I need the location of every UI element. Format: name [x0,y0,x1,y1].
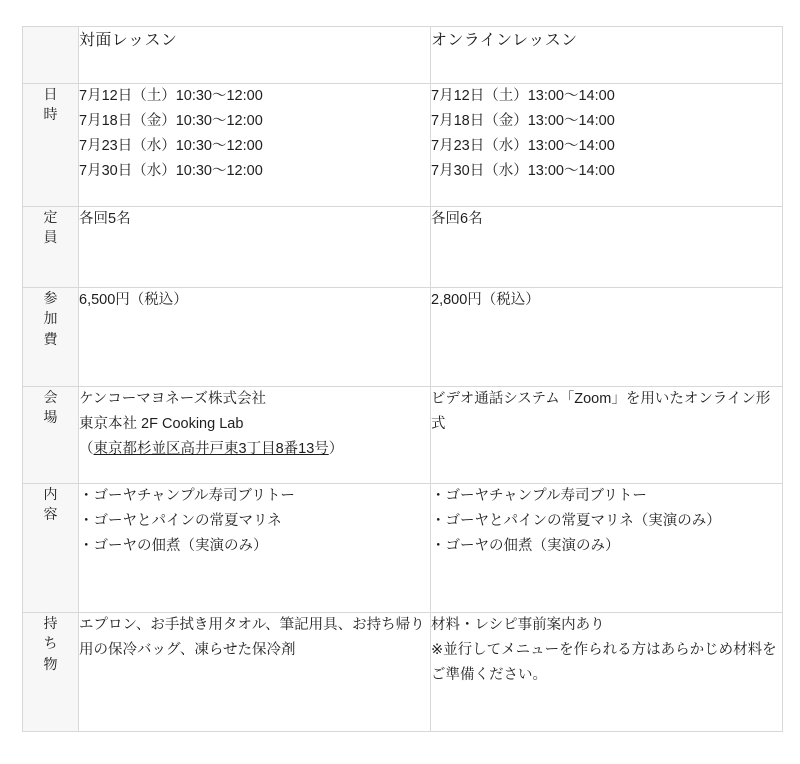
column-header-inperson: 対面レッスン [79,27,431,84]
venue-address-line [79,437,430,462]
cell-venue-inperson: ケンコーマヨネーズ株式会社 東京本社 2F Cooking Lab （東京都杉並区高井戸東3丁目8番13号） [79,387,431,484]
cell-fee-online: 2,800円（税込） [431,288,783,387]
cell-bring-online: 材料・レシピ事前案内あり ※並行してメニューを作られる方はあらかじめ材料をご準備ください。 [431,613,783,732]
row-label-venue: 会場 [23,387,79,484]
lesson-comparison-table [22,26,783,732]
cell-capacity-online: 各回6名 [431,207,783,288]
cell-venue-online: ビデオ通話システム「Zoom」を用いたオンライン形式 [431,387,783,484]
cell-bring-inperson: エプロン、お手拭き用タオル、筆記用具、お持ち帰り用の保冷バッグ、凍らせた保冷剤 [79,613,431,732]
venue-paren-open: （ [79,440,94,457]
row-label-fee: 参加費 [23,288,79,387]
cell-datetime-online: 7月12日（土）13:00〜14:00 7月18日（金）13:00〜14:00 7月23日（水）13:00〜14:00 7月30日（水）13:00〜14:00 [431,84,783,207]
table-row-content [23,484,783,613]
column-header-online: オンラインレッスン [431,27,783,84]
table-header-row [23,27,783,84]
table-row-datetime [23,84,783,207]
cell-datetime-inperson: 7月12日（土）10:30〜12:00 7月18日（金）10:30〜12:00 7月23日（水）10:30〜12:00 7月30日（水）10:30〜12:00 [79,84,431,207]
venue-paren-close: ） [328,440,344,457]
cell-capacity-inperson: 各回5名 [79,207,431,288]
cell-content-inperson: ・ゴーヤチャンプル寿司ブリトー ・ゴーヤとパインの常夏マリネ ・ゴーヤの佃煮（実演のみ） [79,484,431,613]
venue-address-link[interactable]: 東京都杉並区高井戸東3丁目8番13号 [93,440,329,457]
table-corner-cell [23,27,79,84]
cell-content-online: ・ゴーヤチャンプル寿司ブリトー ・ゴーヤとパインの常夏マリネ（実演のみ） ・ゴーヤの佃煮（実演のみ） [431,484,783,613]
row-label-content: 内容 [23,484,79,613]
row-label-bring: 持ち物 [23,613,79,732]
row-label-datetime: 日時 [23,84,79,207]
cell-fee-inperson: 6,500円（税込） [79,288,431,387]
table-row-fee [23,288,783,387]
table-row-venue [23,387,783,484]
row-label-capacity: 定員 [23,207,79,288]
table-row-bring [23,613,783,732]
table-row-capacity [23,207,783,288]
